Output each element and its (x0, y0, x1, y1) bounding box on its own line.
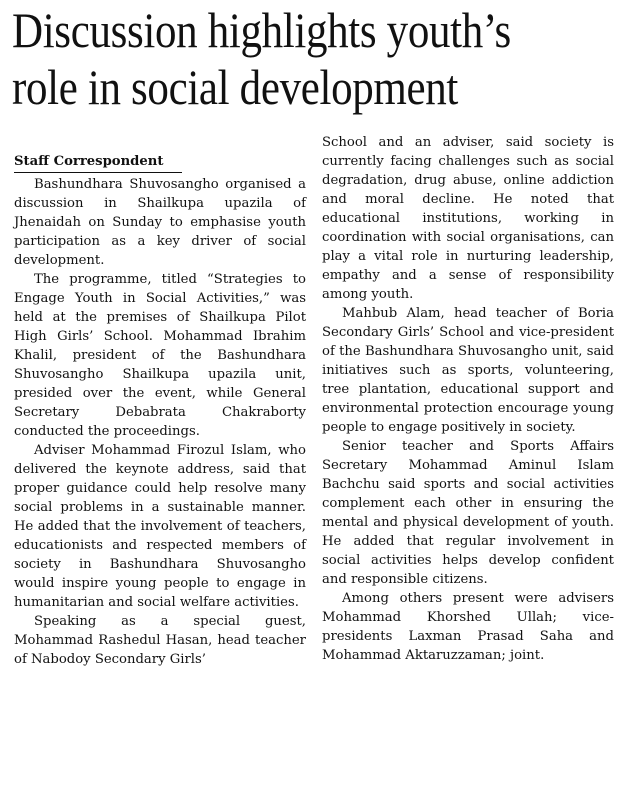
headline-line-1: Discussion highlights youth’s (12, 2, 511, 58)
paragraph-special-guest-continued: School and an adviser, said society is currently facing challenges such as social degradation, drug abuse, online addiction and moral decline. He noted that educational institutions, working in coordination with social organisations, can play a vital role in nurturing leadership, empathy and a sense of responsibility among youth. (322, 135, 614, 302)
article-column-left (14, 152, 306, 669)
paragraph-head-teacher: Mahbub Alam, head teacher of Boria Secondary Girls’ School and vice-president of the Bashundhara Shuvosangho unit, said initiatives such as sports, volunteering, tree plantation, educational support and environmental protection encourage young people to engage positively in society. (322, 306, 614, 435)
paragraph-intro: Bashundhara Shuvosangho organised a discussion in Shailkupa upazila of Jhenaidah on Sunday to emphasise youth participation as a key driver of social development. (14, 177, 306, 268)
paragraph-sports-secretary: Senior teacher and Sports Affairs Secretary Mohammad Aminul Islam Bachchu said sports and social activities complement each other in ensuring the mental and physical development of youth. He added that regular involvement in social activities helps develop confident and responsible citizens. (322, 439, 614, 587)
headline (12, 2, 538, 116)
byline: Staff Correspondent (14, 152, 182, 173)
paragraph-attendees: Among others present were advisers Mohammad Khorshed Ullah; vice-presidents Laxman Prasad Saha and Mohammad Aktaruzzaman; joint. (322, 591, 614, 663)
paragraph-programme: The programme, titled “Strategies to Engage Youth in Social Activities,” was held at the premises of Shailkupa Pilot High Girls’ School. Mohammad Ibrahim Khalil, president of the Bashundhara Shuvosangho Shailkupa upazila unit, presided over the event, while General Secretary Debabrata Chakraborty conducted the proceedings. (14, 272, 306, 439)
headline-line-2: role in social development (12, 59, 459, 115)
paragraph-keynote: Adviser Mohammad Firozul Islam, who delivered the keynote address, said that proper guidance could help resolve many social problems in a sustainable manner. He added that the involvement of teachers, educationists and respected members of society in Bashundhara Shuvosangho would inspire young people to engage in humanitarian and social welfare activities. (14, 443, 306, 610)
article-column-right (322, 133, 614, 665)
paragraph-special-guest: Speaking as a special guest, Mohammad Rashedul Hasan, head teacher of Nabodoy Secondary Girls’ (14, 614, 306, 667)
